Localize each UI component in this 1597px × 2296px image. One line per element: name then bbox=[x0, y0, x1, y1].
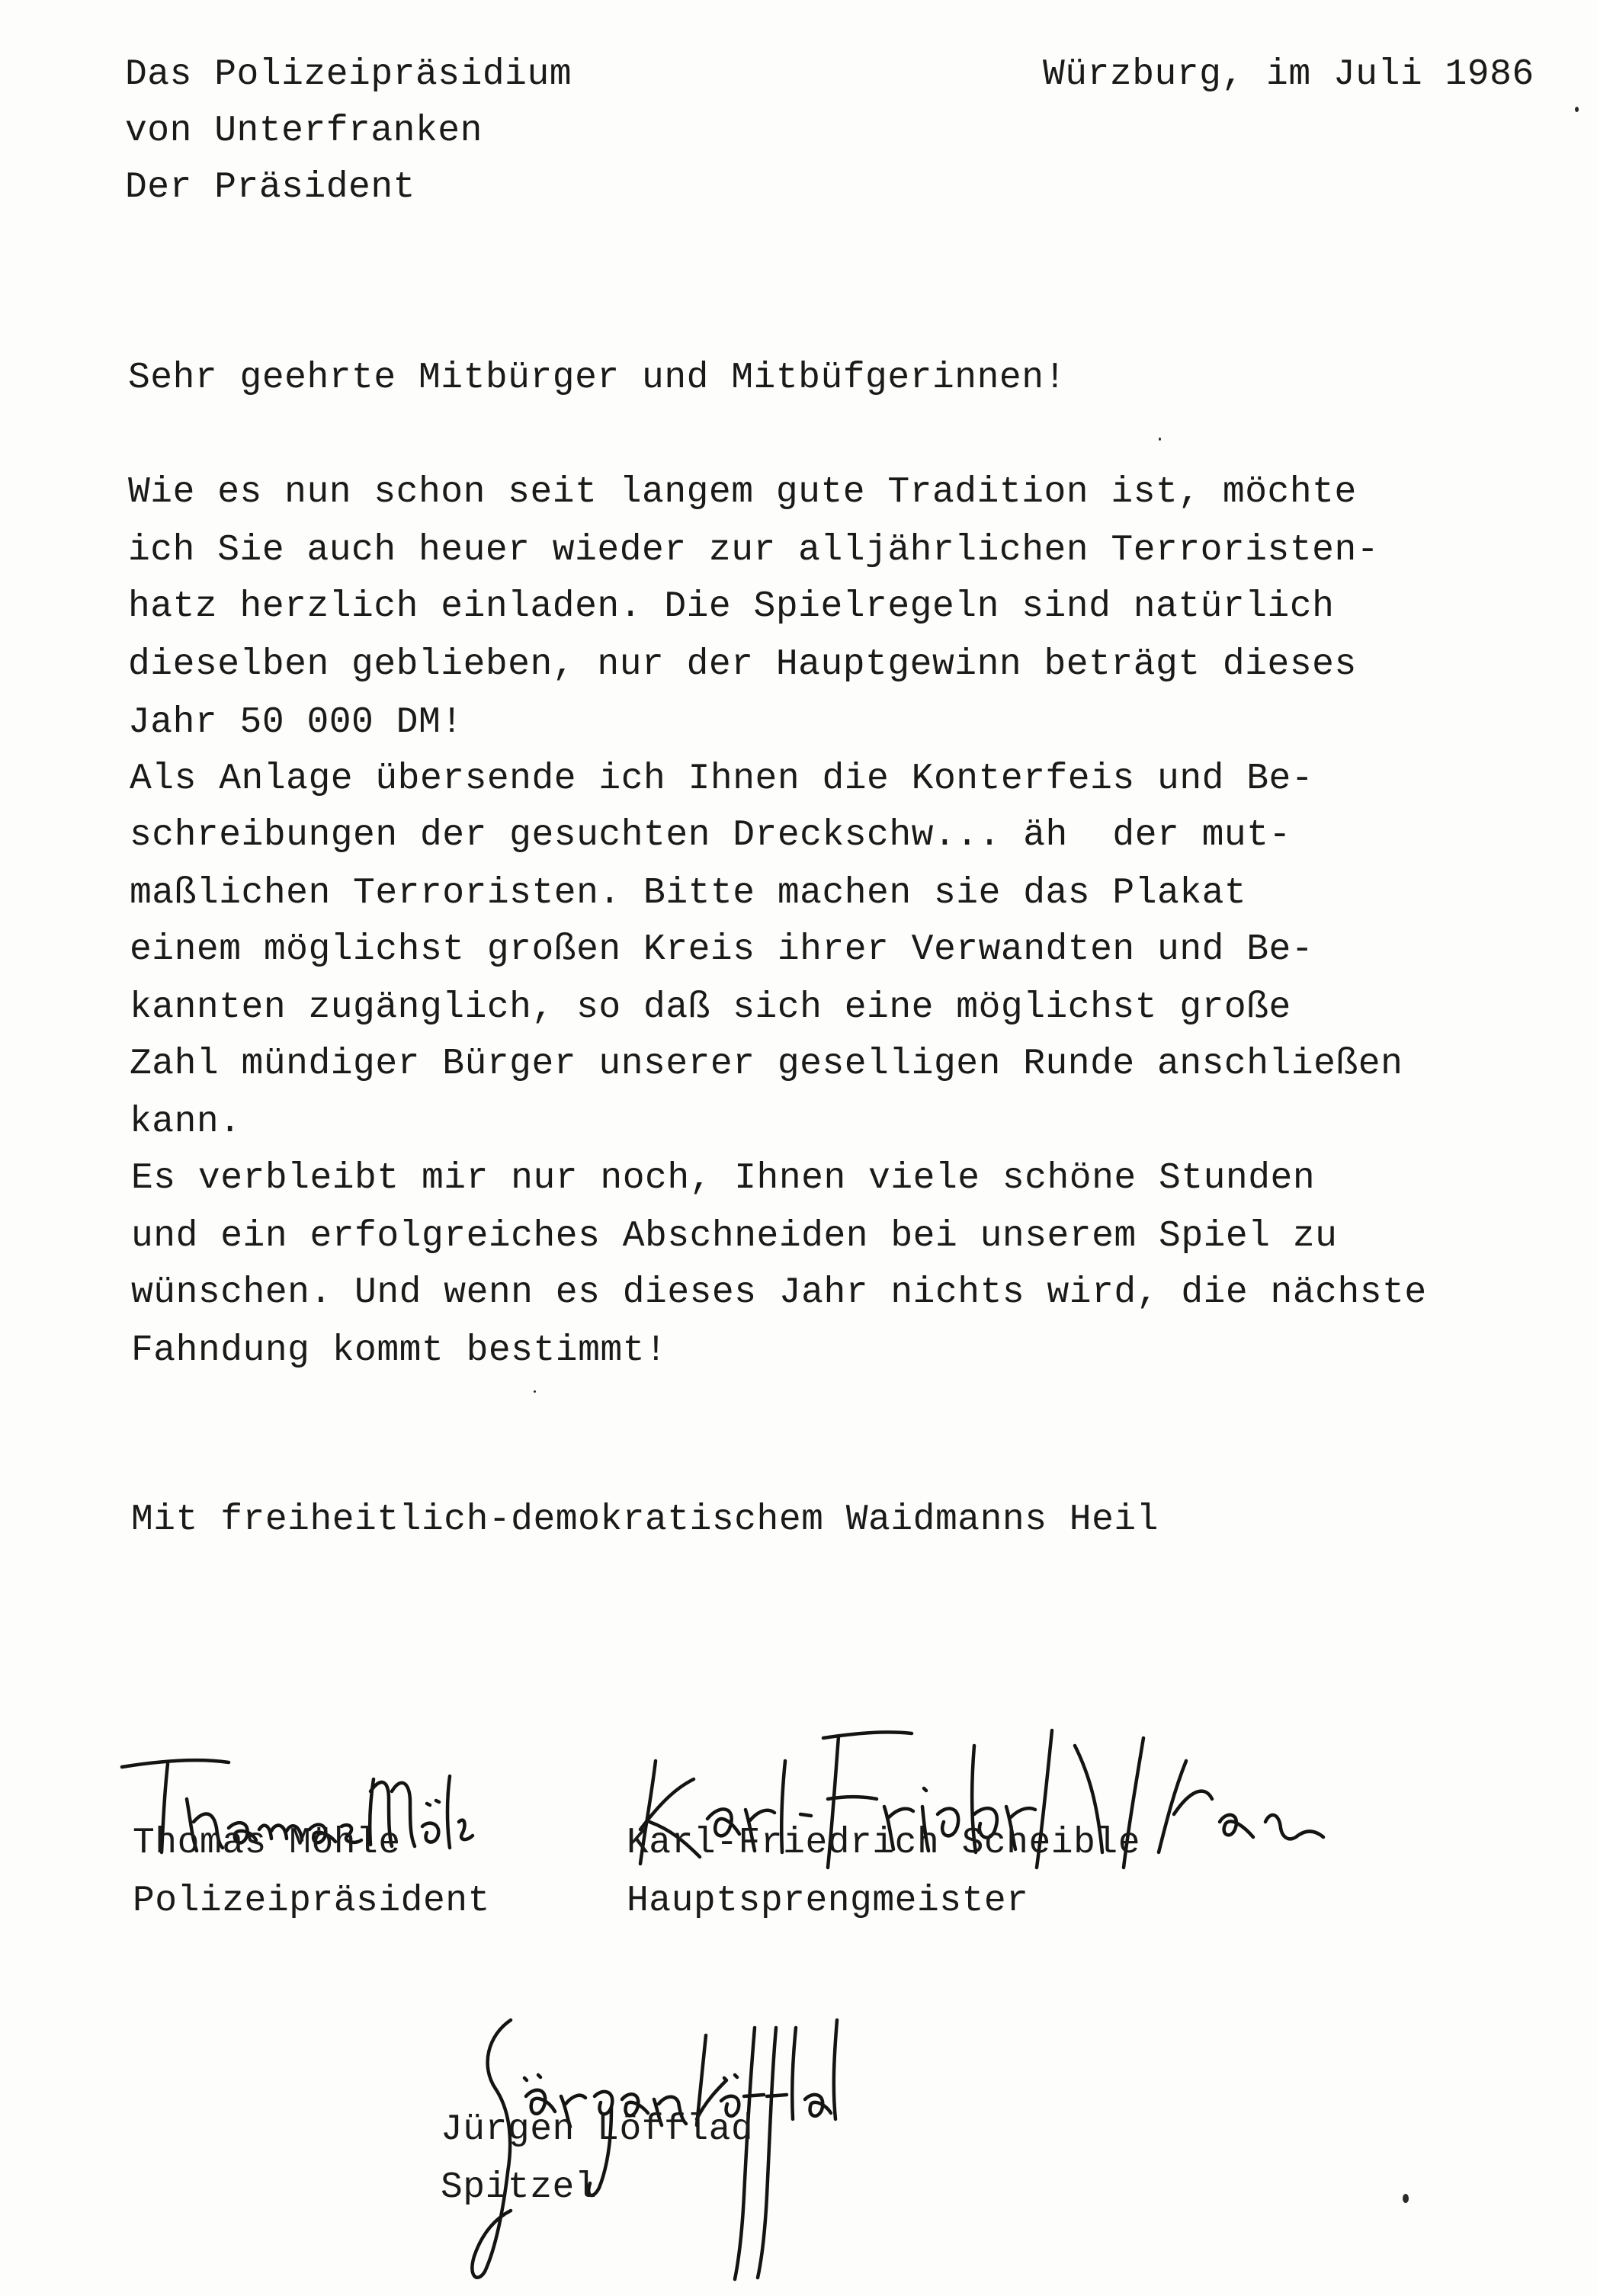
sender-line-3: Der Präsident bbox=[125, 167, 415, 208]
signatory-name: Thomas Möhle bbox=[133, 1823, 401, 1864]
body-line: kannten zugänglich, so daß sich eine möglichst große bbox=[130, 987, 1291, 1028]
body-line: kann. bbox=[130, 1102, 242, 1143]
scan-speck bbox=[534, 1390, 536, 1393]
scan-speck bbox=[1403, 2194, 1409, 2203]
body-line: einem möglichst großen Kreis ihrer Verwandten und Be- bbox=[130, 929, 1314, 970]
body-line: maßlichen Terroristen. Bitte machen sie das Plakat bbox=[130, 873, 1247, 914]
body-line: wünschen. Und wenn es dieses Jahr nichts wird, die nächste bbox=[131, 1272, 1427, 1313]
signatory-title: Hauptsprengmeister bbox=[627, 1881, 1029, 1922]
signatory-title: Spitzel bbox=[441, 2167, 598, 2208]
signatory-name: Jürgen Löfflad bbox=[441, 2109, 754, 2150]
sender-line-1: Das Polizeipräsidium bbox=[125, 54, 572, 95]
body-line: Es verbleibt mir nur noch, Ihnen viele schöne Stunden bbox=[131, 1158, 1316, 1199]
closing: Mit freiheitlich-demokratischem Waidmanns Heil bbox=[131, 1499, 1159, 1541]
scan-speck bbox=[1159, 438, 1161, 441]
body-line: Wie es nun schon seit langem gute Tradition ist, möchte bbox=[128, 472, 1357, 513]
body-line: hatz herzlich einladen. Die Spielregeln sind natürlich bbox=[128, 586, 1335, 627]
signatory-title: Polizeipräsident bbox=[133, 1881, 490, 1922]
place-date: Würzburg, im Juli 1986 bbox=[1043, 54, 1534, 95]
scan-speck bbox=[1575, 107, 1579, 112]
body-line: Jahr 50 000 DM! bbox=[128, 702, 463, 743]
signatory-name: Karl-Friedrich Scheible bbox=[627, 1823, 1141, 1864]
body-line: und ein erfolgreiches Abschneiden bei unserem Spiel zu bbox=[131, 1216, 1338, 1257]
salutation: Sehr geehrte Mitbürger und Mitbüfgerinnen! bbox=[128, 358, 1066, 399]
sender-line-2: von Unterfranken bbox=[125, 111, 483, 152]
body-line: dieselben geblieben, nur der Hauptgewinn beträgt dieses bbox=[128, 644, 1357, 685]
body-line: ich Sie auch heuer wieder zur alljährlichen Terroristen- bbox=[128, 530, 1380, 571]
body-line: Als Anlage übersende ich Ihnen die Konterfeis und Be- bbox=[130, 758, 1314, 800]
body-line: Zahl mündiger Bürger unserer geselligen Runde anschließen bbox=[130, 1044, 1403, 1085]
body-line: Fahndung kommt bestimmt! bbox=[131, 1330, 668, 1371]
body-line: schreibungen der gesuchten Dreckschw... äh der mut- bbox=[130, 815, 1291, 856]
